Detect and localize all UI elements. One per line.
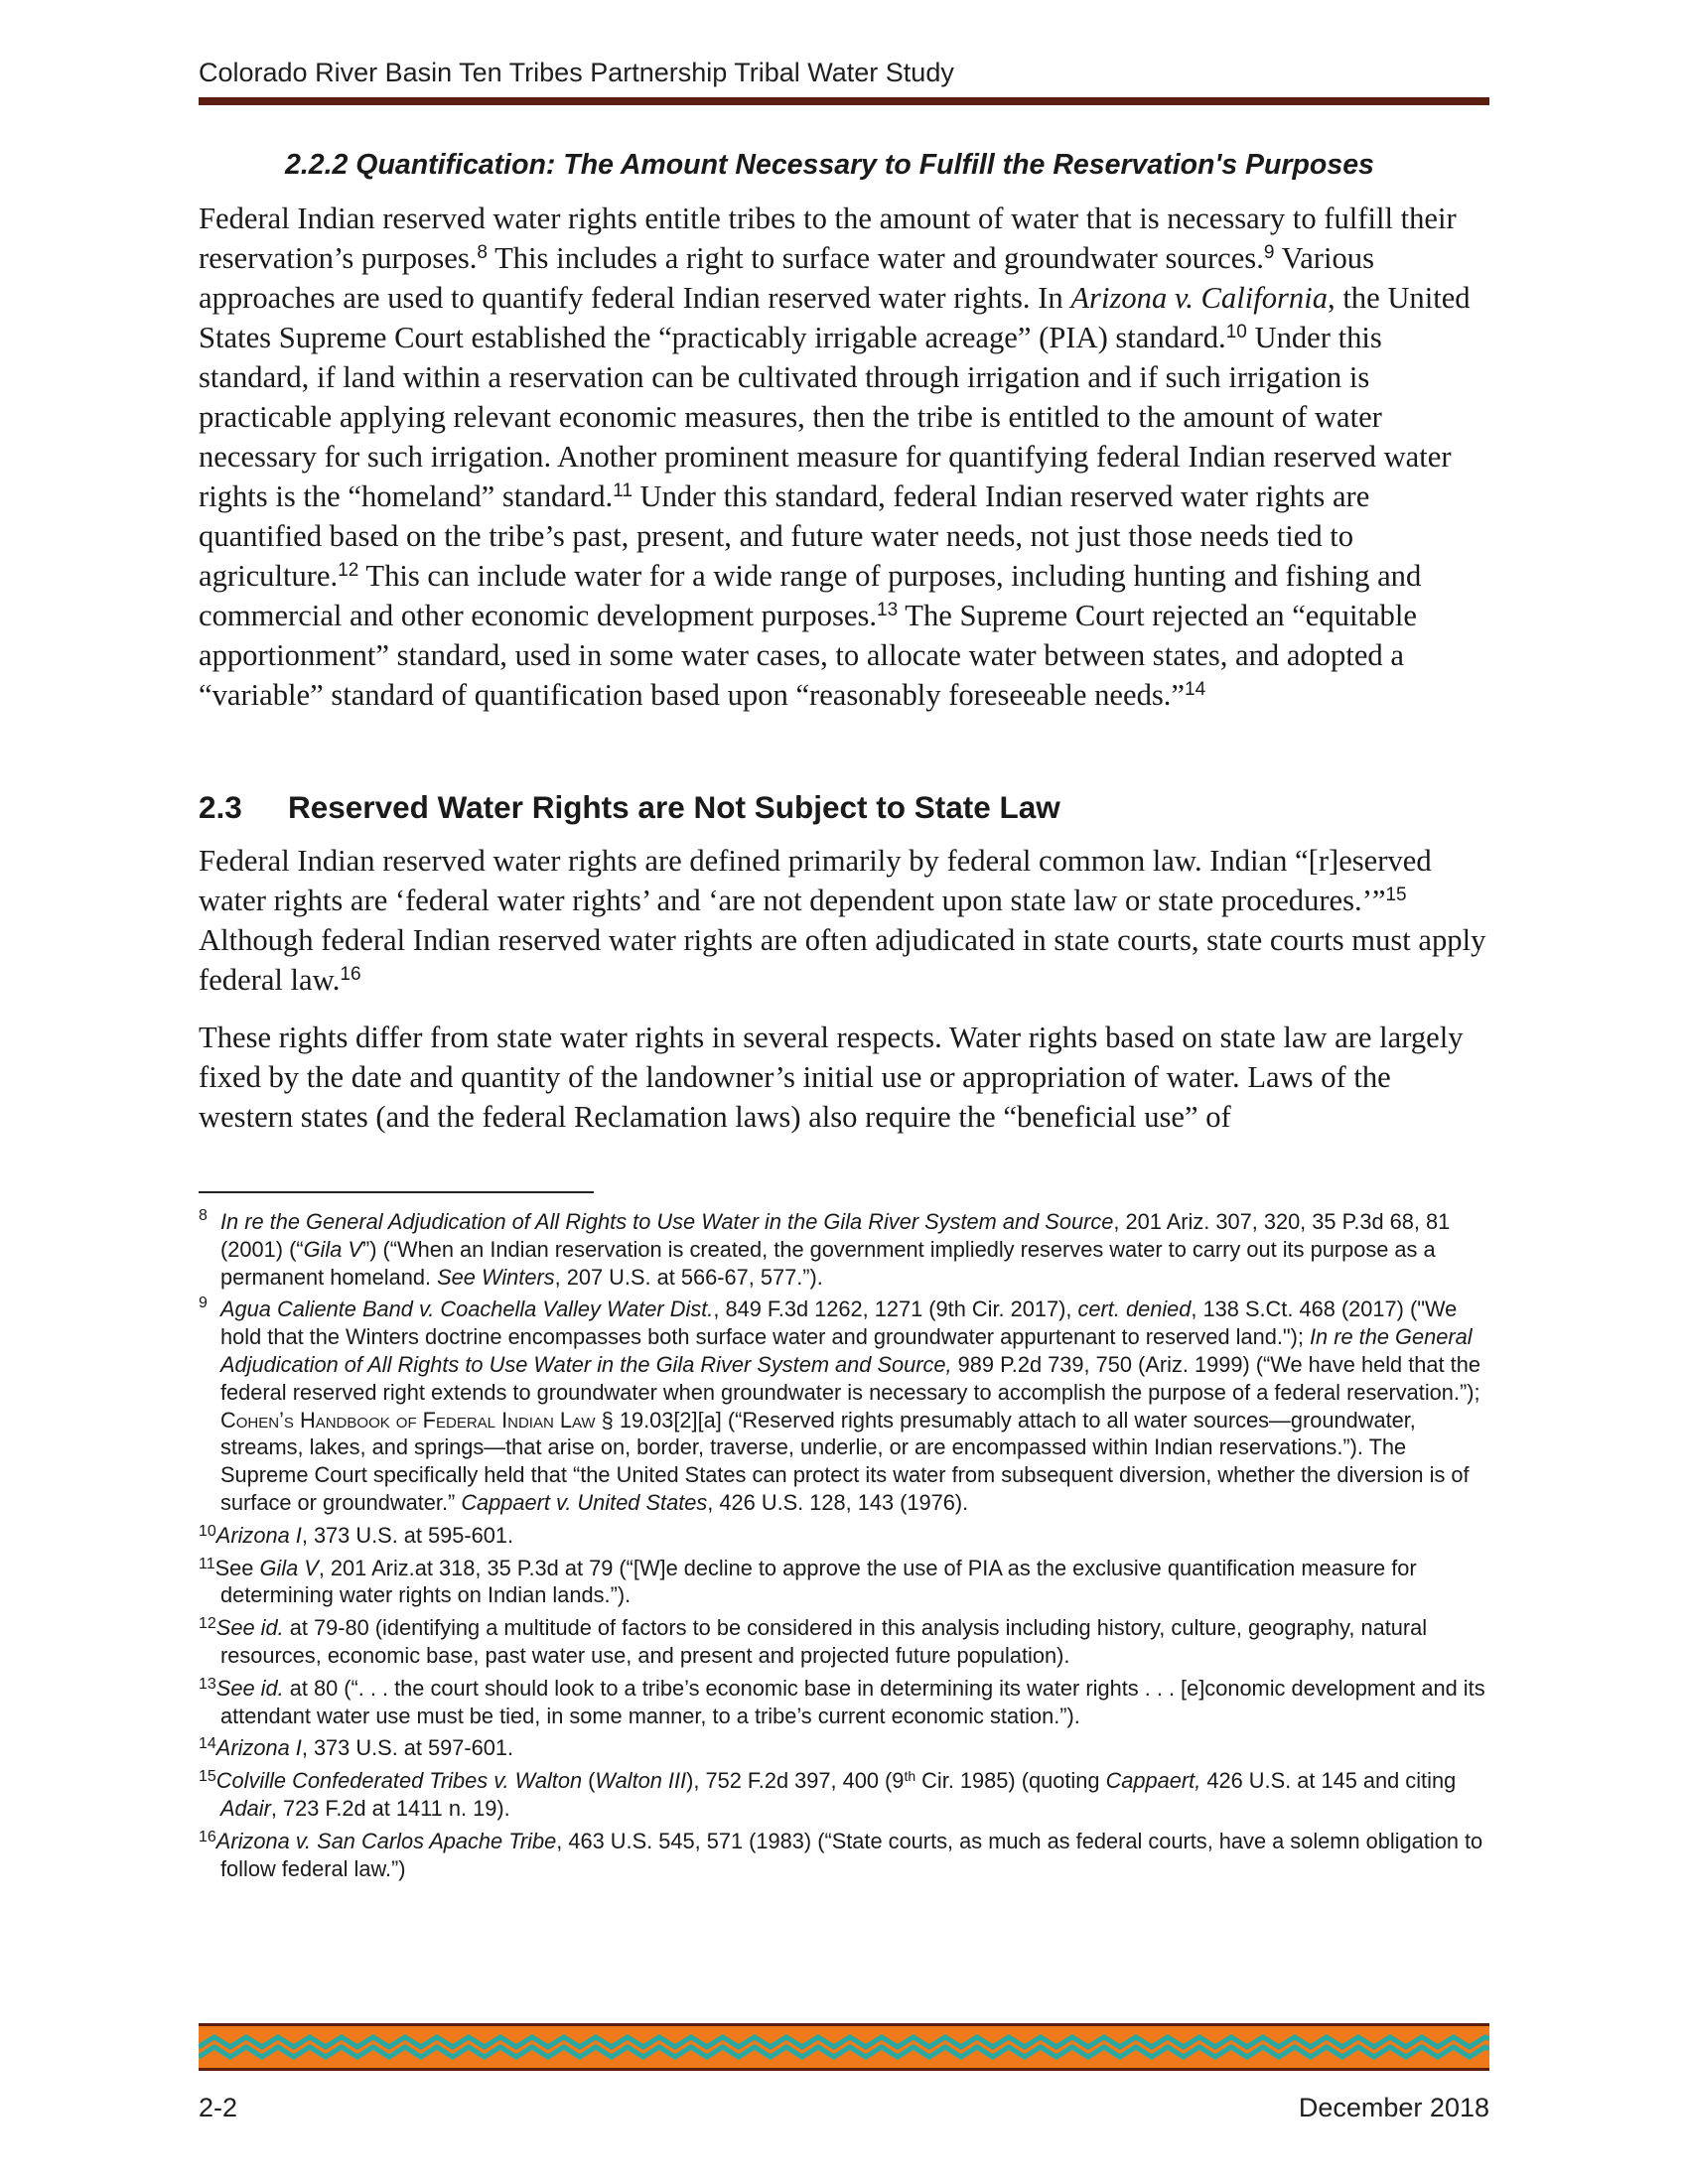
header-rule	[199, 97, 1489, 105]
footnote-ref[interactable]: 10	[1225, 322, 1247, 342]
footnote-13: $^{13}$See id. at 80 (“. . . the court should look to a tribe’s economic base in determining its water rights . . . [e]conomic development and its attendant water use must be tied, in some manner, to a tribe’s current economic station.”).	[199, 1675, 1485, 1728]
section-heading	[199, 789, 1060, 826]
section-number: 2.3	[199, 789, 242, 825]
page-number: 2-2	[199, 2093, 238, 2122]
footnotes	[199, 1208, 1489, 1887]
decorative-pattern-band	[199, 2023, 1489, 2071]
footnote-number: 11	[199, 1555, 215, 1572]
footnote-number: 9	[199, 1295, 208, 1312]
footnote-number: 8	[199, 1207, 208, 1224]
publication-date: December 2018	[1298, 2093, 1489, 2122]
footnote-9: 9 Agua Caliente Band v. Coachella Valley Water Dist., 849 F.3d 1262, 1271 (9th Cir. 2017), cert. denied, 138 S.Ct. 468 (2017) ("We hold that the Winters doctrine encompasses both surface water and groundwater appurtenant to reserved land."); In re the General Adjudication of All Rights to Use Water in the Gila River System and Source, 989 P.2d 739, 750 (Ariz. 1999) (“We have held that the federal reserved right extends to groundwater when groundwater is necessary to accomplish the purpose of a federal reservation.”); Cohen’s Handbook of Federal Indian Law § 19.03[2][a] (“Reserved rights presumably attach to all water sources—groundwater, streams, lakes, and springs—that arise on, border, traverse, underlie, or are encompassed within Indian reservations.”). The Supreme Court specifically held that “the United States can protect its water from subsequent diversion, whether the diversion is of surface or groundwater.” Cappaert v. United States, 426 U.S. 128, 143 (1976).	[199, 1296, 1489, 1516]
footnote-ref[interactable]: 11	[613, 480, 633, 501]
footnote-number: 16	[199, 1828, 216, 1845]
case-name: Arizona v. California	[1070, 281, 1329, 315]
footnote-number: 13	[199, 1675, 216, 1693]
footnote-ref[interactable]: 14	[1185, 679, 1206, 700]
footnote-separator	[199, 1191, 594, 1193]
footnote-15: $^{15}$Colville Confederated Tribes v. Walton (Walton III), 752 F.2d 397, 400 (9th Cir. 1985) (quoting Cappaert, 426 U.S. at 145 and citing Adair, 723 F.2d at 1411 n. 19).	[199, 1768, 1457, 1821]
paragraph-state-rights: These rights differ from state water rights in several respects. Water rights based on state law are largely fixed by the date and quantity of the landowner’s initial use or appropriation of water. Laws of the western states (and the federal Reclamation laws) also require the “beneficial use” of	[199, 1021, 1464, 1134]
footnote-number: 12	[199, 1615, 216, 1633]
footnote-ref[interactable]: 12	[338, 560, 359, 581]
footnote-ref[interactable]: 8	[477, 242, 488, 263]
paragraph-federal-law: Federal Indian reserved water rights are defined primarily by federal common law. Indian “[r]eserved water rights are ‘federal water rights’ and ‘are not dependent upon state law or state procedures.’”$^{15}$ Although federal Indian reserved water rights are often adjudicated in state courts, state courts must apply federal law.$^{16}$	[199, 844, 1486, 997]
footnote-number: 10	[199, 1522, 216, 1540]
section-title: Reserved Water Rights are Not Subject to State Law	[288, 789, 1060, 825]
footnote-8: 8 In re the General Adjudication of All Rights to Use Water in the Gila River System and Source, 201 Ariz. 307, 320, 35 P.3d 68, 81 (2001) (“Gila V”) (“When an Indian reservation is created, the government impliedly reserves water to carry out its purpose as a permanent homeland. See Winters, 207 U.S. at 566-67, 577.”).	[199, 1208, 1489, 1291]
footnote-ref[interactable]: 16	[340, 964, 361, 985]
paragraph-quantification: Federal Indian reserved water rights entitle tribes to the amount of water that is necessary to fulfill their reservation’s purposes.$^8$ This includes a right to surface water and groundwater sources.$^9$ Various approaches are used to quantify federal Indian reserved water rights. In Arizona v. California, the United States Supreme Court established the “practicably irrigable acreage” (PIA) standard.$^{10}$ Under this standard, if land within a reservation can be cultivated through irrigation and if such irrigation is practicable applying relevant economic measures, then the tribe is entitled to the amount of water necessary for such irrigation. Another prominent measure for quantifying federal Indian reserved water rights is the “homeland” standard.$^{11}$ Under this standard, federal Indian reserved water rights are quantified based on the tribe’s past, present, and future water needs, not just those needs tied to agriculture.$^{12}$ This can include water for a wide range of purposes, including hunting and fishing and commercial and other economic development purposes.$^{13}$ The Supreme Court rejected an “equitable apportionment” standard, used in some water cases, to allocate water between states, and adopted a “variable” standard of quantification based upon “reasonably foreseeable needs.”$^{14}$	[199, 202, 1471, 712]
footnote-ref[interactable]: 15	[1385, 885, 1407, 905]
subsection-heading: 2.2.2 Quantification: The Amount Necessary to Fulfill the Reservation's Purposes	[285, 149, 1374, 181]
footnote-11: $^{11}$See Gila V, 201 Ariz.at 318, 35 P.3d at 79 (“[W]e decline to approve the use of PIA as the exclusive quantification measure for determining water rights on Indian lands.”).	[199, 1555, 1417, 1608]
footnote-10: $^{10}$Arizona I, 373 U.S. at 595-601.	[199, 1522, 514, 1548]
footnote-number: 15	[199, 1768, 216, 1786]
footnote-14: $^{14}$Arizona I, 373 U.S. at 597-601.	[199, 1735, 514, 1761]
footnote-ref[interactable]: 9	[1263, 242, 1275, 263]
document-page	[199, 0, 1489, 2184]
footnote-16: $^{16}$Arizona v. San Carlos Apache Tribe, 463 U.S. 545, 571 (1983) (“State courts, as much as federal courts, have a solemn obligation to follow federal law.”)	[199, 1828, 1483, 1881]
footnote-ref[interactable]: 13	[877, 600, 899, 620]
footnote-number: 14	[199, 1735, 216, 1753]
running-header: Colorado River Basin Ten Tribes Partnership Tribal Water Study	[199, 58, 954, 87]
footnote-12: $^{12}$See id. at 79-80 (identifying a multitude of factors to be considered in this analysis including history, culture, geography, natural resources, economic base, past water use, and present and projected future population).	[199, 1615, 1428, 1668]
